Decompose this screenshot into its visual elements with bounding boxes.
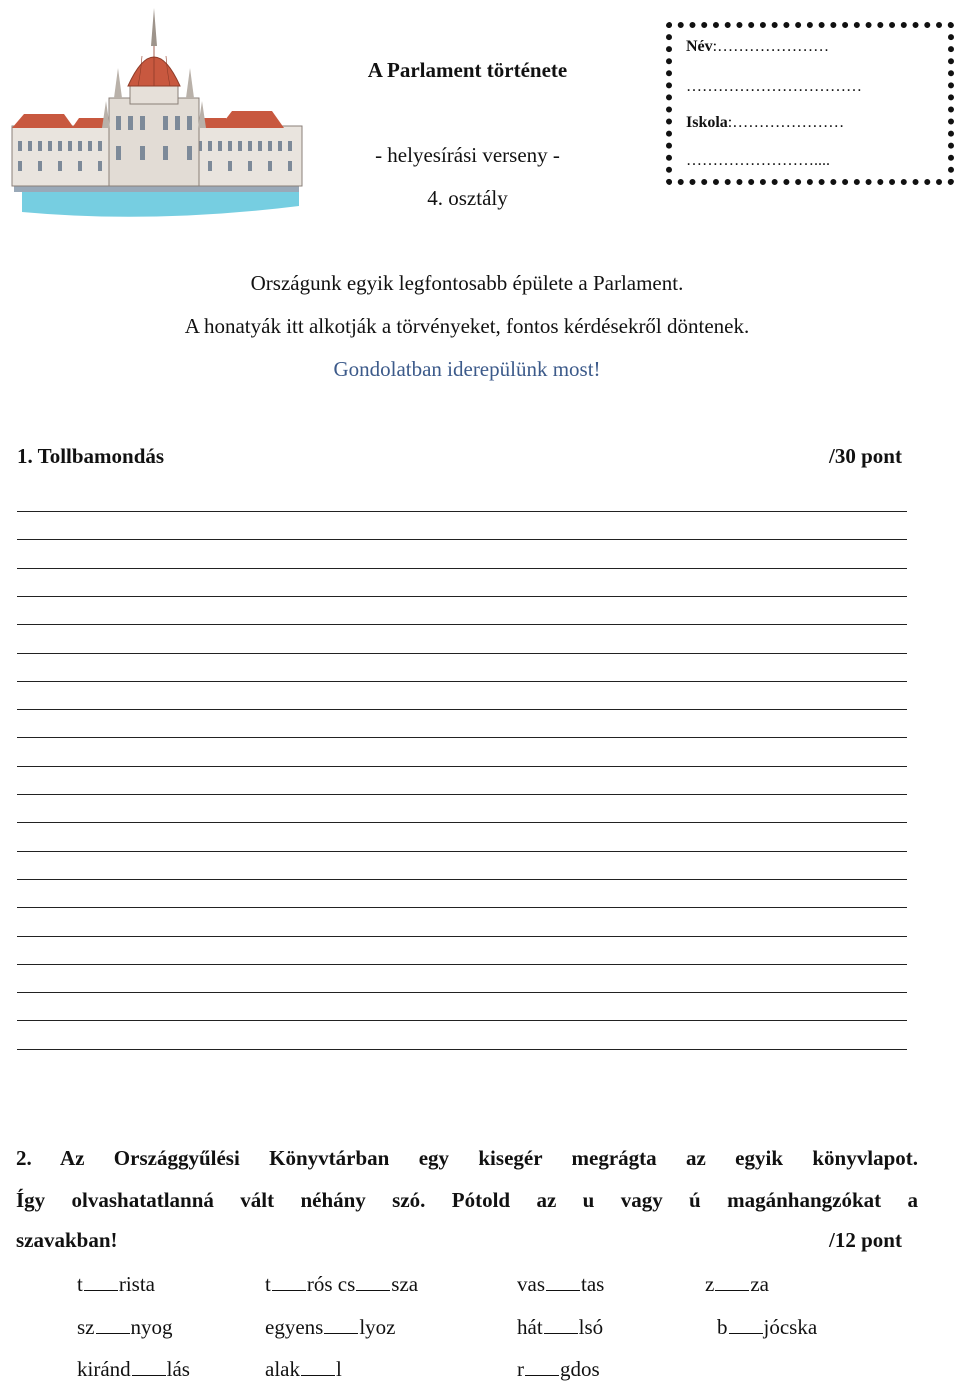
writing-line[interactable]: [17, 511, 907, 512]
writing-line[interactable]: [17, 794, 907, 795]
word-item: [517, 1272, 604, 1297]
word-part: z: [705, 1272, 715, 1296]
vowel-blank[interactable]: [96, 1332, 130, 1334]
worksheet-title: A Parlament története: [367, 58, 568, 82]
word-part: kiránd: [77, 1357, 131, 1381]
intro-line-3: Gondolatban iderepülünk most!: [333, 357, 601, 381]
word-part: rós cs: [306, 1272, 356, 1296]
word-part: gdos: [560, 1357, 600, 1381]
task2-points: /12 pont: [829, 1228, 902, 1252]
name-dots: :…………………: [712, 38, 830, 55]
intro-line-2: A honatyák itt alkotják a törvényeket, fontos kérdésekről döntenek.: [184, 314, 750, 338]
writing-line[interactable]: [17, 653, 907, 654]
word-part: rista: [118, 1272, 155, 1296]
name-field[interactable]: [686, 38, 829, 56]
school-field[interactable]: [686, 114, 844, 132]
writing-line[interactable]: [17, 1020, 907, 1021]
word-item: [517, 1357, 600, 1382]
word-item: [265, 1357, 342, 1382]
word-part: jócska: [763, 1315, 818, 1339]
word-part: vas: [517, 1272, 545, 1296]
writing-line[interactable]: [17, 822, 907, 823]
word-part: t: [265, 1272, 271, 1296]
vowel-blank[interactable]: [301, 1374, 335, 1376]
writing-line[interactable]: [17, 709, 907, 710]
school-dots: :…………………: [727, 114, 845, 131]
word-item: [705, 1272, 769, 1297]
word-part: sza: [391, 1272, 419, 1296]
task2-instructions: [16, 1138, 918, 1221]
vowel-blank[interactable]: [324, 1332, 358, 1334]
student-info-box: [666, 22, 954, 185]
school-dots-2: ……………………....: [686, 152, 830, 169]
vowel-blank[interactable]: [525, 1374, 559, 1376]
word-part: lás: [166, 1357, 190, 1381]
name-field-continuation[interactable]: [686, 78, 862, 96]
word-item: [265, 1315, 395, 1340]
word-item: [77, 1272, 155, 1297]
word-item: [717, 1315, 817, 1340]
word-part: za: [750, 1272, 769, 1296]
intro-line-1: Országunk egyik legfontosabb épülete a Parlament.: [250, 271, 684, 295]
word-part: hát: [517, 1315, 543, 1339]
word-item: [517, 1315, 603, 1340]
writing-line[interactable]: [17, 624, 907, 625]
word-part: t: [77, 1272, 83, 1296]
vowel-blank[interactable]: [729, 1332, 763, 1334]
vowel-blank[interactable]: [546, 1289, 580, 1291]
word-part: l: [335, 1357, 342, 1381]
word-part: r: [517, 1357, 524, 1381]
school-field-continuation[interactable]: [686, 152, 830, 170]
task1-points: /30 pont: [829, 444, 902, 468]
word-part: nyog: [130, 1315, 173, 1339]
parliament-illustration: [4, 6, 304, 218]
vowel-blank[interactable]: [84, 1289, 118, 1291]
writing-line[interactable]: [17, 907, 907, 908]
word-part: b: [717, 1315, 728, 1339]
word-part: lyoz: [359, 1315, 396, 1339]
vowel-blank[interactable]: [715, 1289, 749, 1291]
writing-line[interactable]: [17, 992, 907, 993]
word-part: egyens: [265, 1315, 324, 1339]
writing-line[interactable]: [17, 596, 907, 597]
vowel-blank[interactable]: [132, 1374, 166, 1376]
writing-line[interactable]: [17, 568, 907, 569]
writing-line[interactable]: [17, 964, 907, 965]
word-part: sz: [77, 1315, 95, 1339]
word-item: [77, 1315, 173, 1340]
name-dots-2: ……………………………: [686, 78, 862, 95]
name-label: Név: [686, 38, 713, 55]
writing-line[interactable]: [17, 681, 907, 682]
vowel-blank[interactable]: [356, 1289, 390, 1291]
word-item: [265, 1272, 418, 1297]
writing-line[interactable]: [17, 766, 907, 767]
writing-line[interactable]: [17, 539, 907, 540]
word-part: lsó: [578, 1315, 604, 1339]
task2-line-3: szavakban!: [16, 1228, 118, 1252]
worksheet-subtitle: - helyesírási verseny -: [375, 143, 560, 167]
writing-line[interactable]: [17, 879, 907, 880]
task2-line-1: 2. Az Országgyűlési Könyvtárban egy kisegér megrágta az egyik könyvlapot.: [16, 1146, 918, 1170]
word-part: alak: [265, 1357, 300, 1381]
writing-line[interactable]: [17, 936, 907, 937]
vowel-blank[interactable]: [544, 1332, 578, 1334]
grade-label: 4. osztály: [427, 186, 508, 210]
vowel-blank[interactable]: [272, 1289, 306, 1291]
word-item: [77, 1357, 190, 1382]
task1-heading: 1. Tollbamondás: [17, 444, 165, 468]
task2-line-2: Így olvashatatlanná vált néhány szó. Pótold az u vagy ú magánhangzókat a: [16, 1187, 918, 1212]
writing-line[interactable]: [17, 1049, 907, 1050]
writing-line[interactable]: [17, 737, 907, 738]
school-label: Iskola: [686, 114, 728, 131]
word-part: tas: [581, 1272, 605, 1296]
writing-line[interactable]: [17, 851, 907, 852]
